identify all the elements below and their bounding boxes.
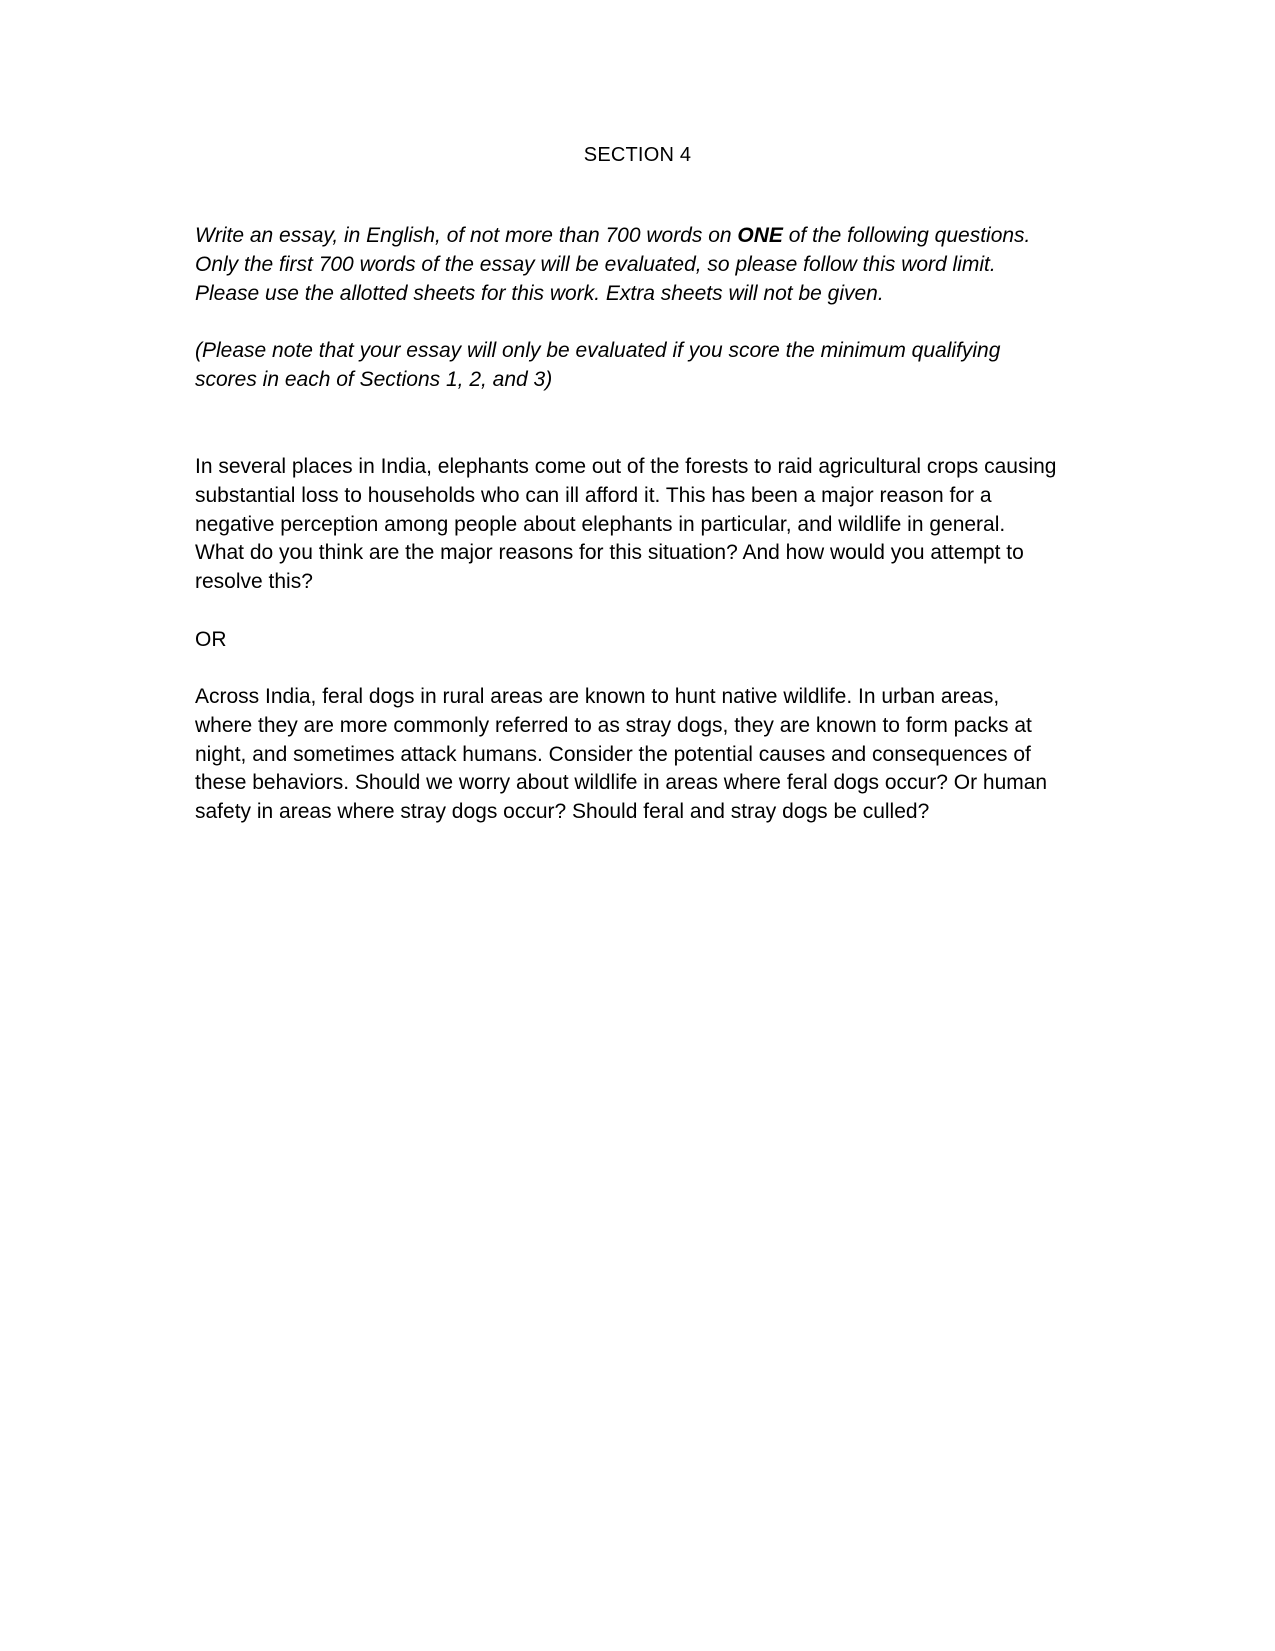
instructions-line-3: Please use the allotted sheets for this work. Extra sheets will not be given.	[195, 281, 884, 305]
instructions-emphasis: ONE	[737, 224, 783, 247]
question-1-line: substantial loss to households who can ill afford it. This has been a major reason for a	[195, 483, 992, 507]
or-separator: OR	[195, 628, 227, 651]
question-2-line: Across India, feral dogs in rural areas are known to hunt native wildlife. In urban areas,	[195, 685, 1000, 708]
question-2-line: night, and sometimes attack humans. Consider the potential causes and consequences of	[195, 742, 1031, 766]
question-2-line: these behaviors. Should we worry about wildlife in areas where feral dogs occur? Or human	[195, 771, 1048, 795]
instructions-line-2: Only the first 700 words of the essay will be evaluated, so please follow this word limit.	[195, 252, 996, 276]
question-1-line: In several places in India, elephants come out of the forests to raid agricultural crops causing	[195, 455, 1057, 478]
instructions-line-1	[195, 222, 1085, 251]
question-2-line: where they are more commonly referred to as stray dogs, they are known to form packs at	[195, 713, 1032, 737]
question-1-line: negative perception among people about elephants in particular, and wildlife in general.	[195, 512, 1006, 536]
section-title: SECTION 4	[583, 144, 692, 166]
instructions-line-1-start: Write an essay, in English, of not more than 700 words on	[195, 224, 738, 247]
note-line-1: (Please note that your essay will only be evaluated if you score the minimum qualifying	[195, 339, 1001, 362]
instructions-line-1-end: of the following questions.	[782, 224, 1031, 247]
essay-question-1	[195, 453, 1085, 597]
question-1-line: What do you think are the major reasons for this situation? And how would you attempt to	[195, 541, 1024, 565]
note-line-2: scores in each of Sections 1, 2, and 3)	[195, 367, 553, 391]
question-1-line: resolve this?	[195, 570, 313, 594]
instructions	[195, 222, 1085, 308]
qualifying-note	[195, 337, 1085, 395]
essay-question-2	[195, 683, 1085, 827]
question-2-line: safety in areas where stray dogs occur? Should feral and stray dogs be culled?	[195, 800, 930, 824]
